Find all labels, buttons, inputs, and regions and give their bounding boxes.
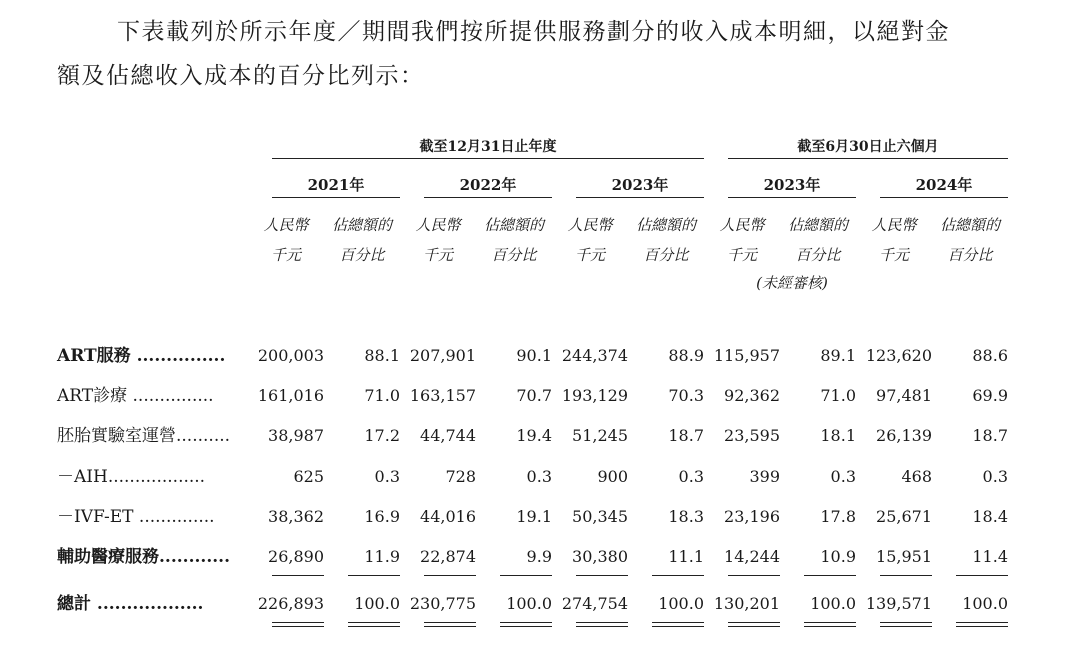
total-double-rule: [424, 622, 476, 627]
percent-cell: 69.9: [972, 386, 1008, 405]
table-row: [0, 416, 1080, 456]
amount-cell: 38,362: [268, 507, 324, 526]
amount-cell: 230,775: [409, 594, 476, 613]
amount-cell: 26,139: [876, 426, 932, 445]
subtotal-rule: [424, 575, 476, 576]
amount-cell: 161,016: [257, 386, 324, 405]
percent-cell: 17.8: [820, 507, 856, 526]
total-double-rule: [500, 622, 552, 627]
sub-header-amount: 人民幣 千元: [415, 216, 461, 264]
table-row: [0, 376, 1080, 416]
percent-cell: 100.0: [962, 594, 1008, 613]
percent-cell: 0.3: [526, 467, 552, 486]
subtotal-rule: [272, 575, 324, 576]
sub-header-pct: 佔總額的 百分比: [483, 216, 544, 264]
amount-cell: 163,157: [409, 386, 476, 405]
sub-header-pct: 佔總額的 百分比: [635, 216, 696, 264]
header-annual-rule: [272, 158, 704, 159]
subtotal-rule: [880, 575, 932, 576]
subtotal-rule: [956, 575, 1008, 576]
percent-cell: 70.7: [516, 386, 552, 405]
sub-header-amount: 人民幣 千元: [567, 216, 613, 264]
amount-cell: 23,595: [724, 426, 780, 445]
percent-cell: 88.1: [364, 346, 400, 365]
amount-cell: 728: [445, 467, 476, 486]
sub-header-pct: 佔總額的 百分比: [331, 216, 392, 264]
amount-cell: 123,620: [865, 346, 932, 365]
percent-cell: 18.7: [972, 426, 1008, 445]
amount-cell: 274,754: [561, 594, 628, 613]
amount-cell: 38,987: [268, 426, 324, 445]
amount-cell: 244,374: [561, 346, 628, 365]
subtotal-rule: [348, 575, 400, 576]
percent-cell: 0.3: [982, 467, 1008, 486]
intro-line-1: 下表載列於所示年度／期間我們按所提供服務劃分的收入成本明細，以絕對金: [117, 19, 950, 45]
table-row: [0, 336, 1080, 376]
total-double-rule: [576, 622, 628, 627]
amount-cell: 139,571: [865, 594, 932, 613]
total-double-rule: [956, 622, 1008, 627]
year-header-2021: 2021年: [307, 176, 365, 194]
amount-cell: 625: [293, 467, 324, 486]
amount-cell: 15,951: [876, 547, 932, 566]
percent-cell: 88.9: [668, 346, 704, 365]
sub-header-pct: 佔總額的 百分比: [787, 216, 848, 264]
total-double-rule: [272, 622, 324, 627]
header-annual: 截至12月31日止年度: [419, 139, 557, 155]
percent-cell: 18.1: [820, 426, 856, 445]
percent-cell: 18.7: [668, 426, 704, 445]
subtotal-rule: [500, 575, 552, 576]
percent-cell: 18.3: [668, 507, 704, 526]
percent-cell: 90.1: [516, 346, 552, 365]
amount-cell: 25,671: [876, 507, 932, 526]
header-interim-rule: [728, 158, 1008, 159]
amount-cell: 14,244: [724, 547, 780, 566]
row-label: ART診療 ...............: [57, 386, 214, 406]
year-rule: [272, 197, 400, 198]
year-rule: [880, 197, 1008, 198]
total-double-rule: [880, 622, 932, 627]
percent-cell: 11.9: [364, 547, 400, 566]
row-label: －IVF-ET ..............: [57, 507, 215, 527]
amount-cell: 226,893: [257, 594, 324, 613]
amount-cell: 115,957: [713, 346, 780, 365]
intro-line-2: 額及佔總收入成本的百分比列示：: [57, 63, 425, 89]
percent-cell: 0.3: [830, 467, 856, 486]
header-interim: 截至6月30日止六個月: [797, 139, 939, 155]
percent-cell: 0.3: [374, 467, 400, 486]
amount-cell: 130,201: [713, 594, 780, 613]
row-label: 輔助醫療服務............: [57, 547, 231, 567]
subtotal-rule: [728, 575, 780, 576]
percent-cell: 11.4: [972, 547, 1008, 566]
row-label: －AIH..................: [57, 467, 206, 487]
table-row: [0, 584, 1080, 624]
percent-cell: 100.0: [354, 594, 400, 613]
percent-cell: 100.0: [658, 594, 704, 613]
percent-cell: 10.9: [820, 547, 856, 566]
amount-cell: 468: [901, 467, 932, 486]
percent-cell: 88.6: [972, 346, 1008, 365]
intro-paragraph: [57, 10, 1017, 98]
amount-cell: 44,016: [420, 507, 476, 526]
amount-cell: 97,481: [876, 386, 932, 405]
total-double-rule: [348, 622, 400, 627]
amount-cell: 44,744: [420, 426, 476, 445]
sub-header-amount: 人民幣 千元: [263, 216, 309, 264]
percent-cell: 0.3: [678, 467, 704, 486]
percent-cell: 16.9: [364, 507, 400, 526]
sub-header-amount: 人民幣 千元: [719, 216, 765, 264]
table-row: [0, 537, 1080, 577]
subtotal-rule: [804, 575, 856, 576]
percent-cell: 11.1: [668, 547, 704, 566]
amount-cell: 30,380: [572, 547, 628, 566]
amount-cell: 900: [597, 467, 628, 486]
percent-cell: 71.0: [364, 386, 400, 405]
year-rule: [424, 197, 552, 198]
amount-cell: 207,901: [409, 346, 476, 365]
amount-cell: 22,874: [420, 547, 476, 566]
row-label: 胚胎實驗室運營..........: [57, 426, 231, 446]
row-label: ART服務 ...............: [57, 346, 226, 366]
row-label: 總計 ..................: [57, 594, 204, 614]
subtotal-rule: [652, 575, 704, 576]
percent-cell: 9.9: [526, 547, 552, 566]
sub-header-amount: 人民幣 千元: [871, 216, 917, 264]
unaudited-note: (未經審核): [756, 274, 828, 292]
percent-cell: 89.1: [820, 346, 856, 365]
amount-cell: 92,362: [724, 386, 780, 405]
percent-cell: 17.2: [364, 426, 400, 445]
amount-cell: 26,890: [268, 547, 324, 566]
sub-header-pct: 佔總額的 百分比: [939, 216, 1000, 264]
amount-cell: 23,196: [724, 507, 780, 526]
percent-cell: 19.1: [516, 507, 552, 526]
percent-cell: 18.4: [972, 507, 1008, 526]
amount-cell: 399: [749, 467, 780, 486]
percent-cell: 100.0: [506, 594, 552, 613]
amount-cell: 193,129: [561, 386, 628, 405]
subtotal-rule: [576, 575, 628, 576]
amount-cell: 200,003: [257, 346, 324, 365]
amount-cell: 50,345: [572, 507, 628, 526]
table-row: [0, 457, 1080, 497]
year-header-2024: 2024年: [915, 176, 973, 194]
table-row: [0, 497, 1080, 537]
year-rule: [576, 197, 704, 198]
year-header-2023-interim: 2023年: [763, 176, 821, 194]
total-double-rule: [652, 622, 704, 627]
percent-cell: 19.4: [516, 426, 552, 445]
percent-cell: 70.3: [668, 386, 704, 405]
year-header-2022: 2022年: [459, 176, 517, 194]
total-double-rule: [804, 622, 856, 627]
percent-cell: 100.0: [810, 594, 856, 613]
percent-cell: 71.0: [820, 386, 856, 405]
year-rule: [728, 197, 856, 198]
year-header-2023: 2023年: [611, 176, 669, 194]
amount-cell: 51,245: [572, 426, 628, 445]
total-double-rule: [728, 622, 780, 627]
